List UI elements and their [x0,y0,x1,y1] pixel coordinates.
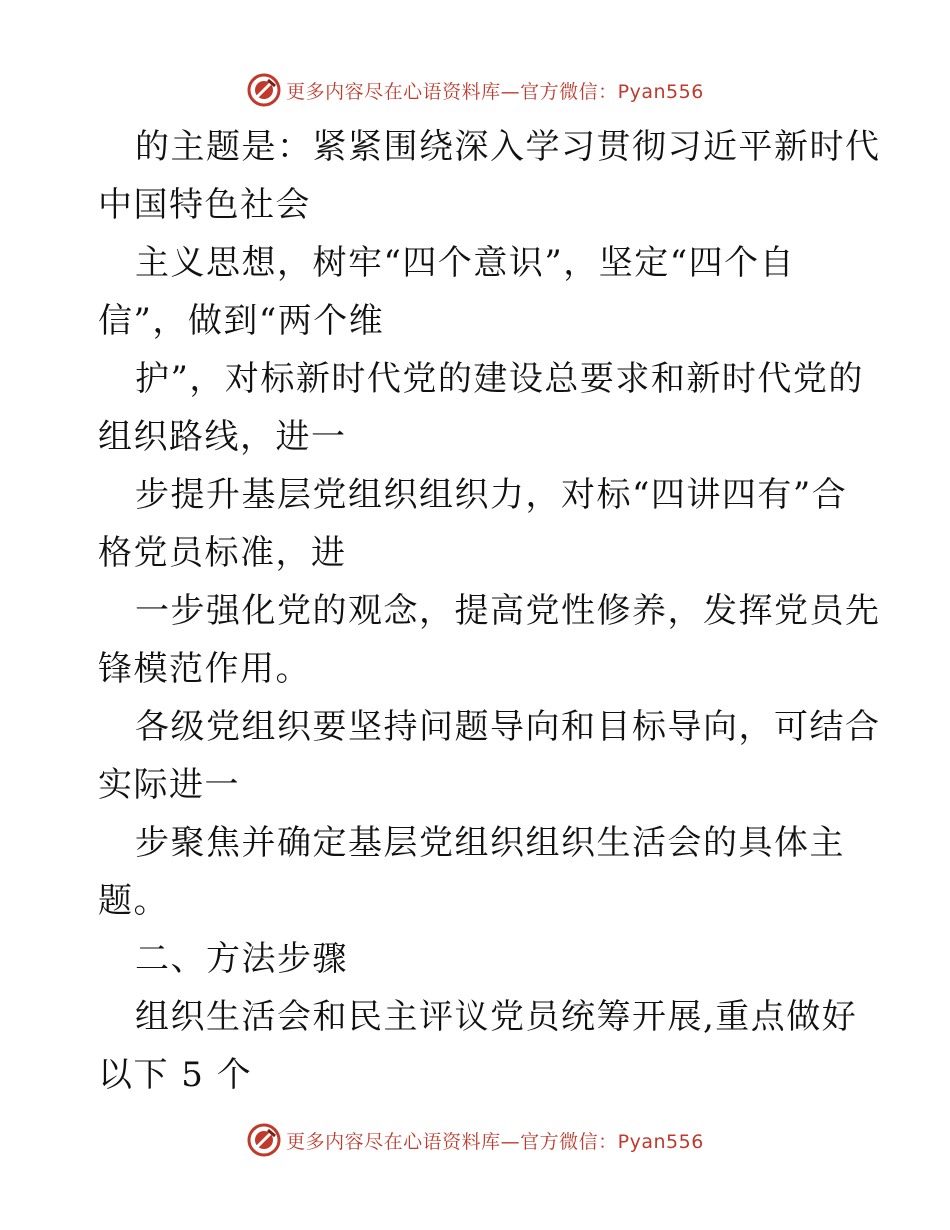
text-line: 以下 5 个 [98,1055,253,1095]
paragraph [98,930,858,988]
text-line: 步聚焦并确定基层党组织组织生活会的具体主 [135,823,845,863]
paragraph [98,466,858,582]
text-line: 组织路线，进一 [98,417,347,457]
paragraph [98,234,858,350]
watermark-text: 更多内容尽在心语资料库—官方微信：Pyan556 [286,80,704,103]
paragraph [98,582,881,698]
footer-watermark [0,1122,950,1158]
paragraph [98,350,864,466]
text-line: 锋模范作用。 [98,649,311,689]
text-line: 二、方法步骤 [135,939,348,979]
text-line: 一步强化党的观念，提高党性修养，发挥党员先 [135,591,881,631]
header-watermark [0,72,950,108]
text-line: 题。 [98,881,169,921]
text-line: 主义思想，树牢“四个意识”，坚定“四个自 [135,243,796,283]
watermark-text: 更多内容尽在心语资料库—官方微信：Pyan556 [286,1130,704,1153]
text-line: 中国特色社会 [98,185,311,225]
pen-logo-icon [246,1122,282,1158]
text-line: 信”，做到“两个维 [98,301,385,341]
text-line: 组织生活会和民主评议党员统筹开展,重点做好 [135,997,858,1037]
text-line: 各级党组织要坚持问题导向和目标导向，可结合 [135,707,881,747]
paragraph [98,698,881,814]
text-line: 格党员标准，进 [98,533,347,573]
text-line: 步提升基层党组织组织力，对标“四讲四有”合 [135,475,848,515]
paragraph [98,814,858,930]
text-line: 护”，对标新时代党的建设总要求和新时代党的 [135,359,864,399]
document-body [98,118,881,1104]
paragraph [98,988,858,1104]
paragraph [98,118,881,234]
pen-logo-icon [246,72,282,108]
text-line: 的主题是：紧紧围绕深入学习贯彻习近平新时代 [135,127,881,167]
text-line: 实际进一 [98,765,240,805]
